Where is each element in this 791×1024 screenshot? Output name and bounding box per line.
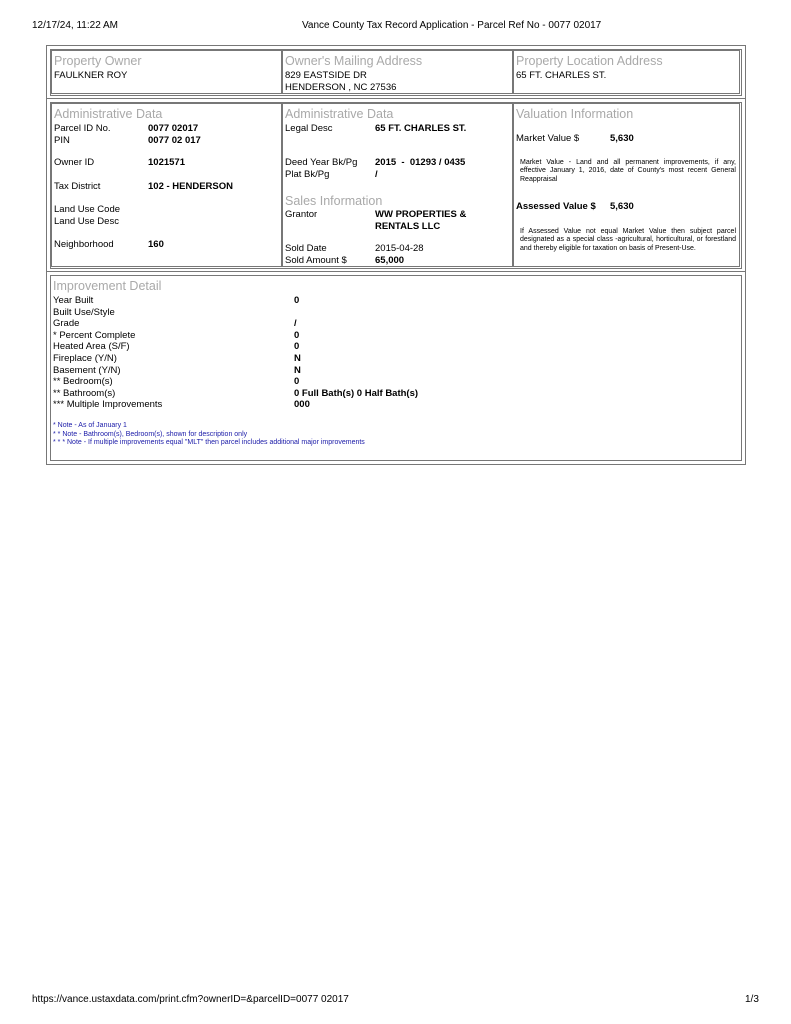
- tax-district-value: 102 - HENDERSON: [148, 181, 233, 192]
- valuation-title: Valuation Information: [516, 107, 634, 121]
- improvement-label: Heated Area (S/F): [53, 341, 130, 353]
- grantor-line1: WW PROPERTIES &: [375, 209, 467, 220]
- improvement-note: * Note - As of January 1: [53, 422, 127, 429]
- improvement-value: 0 Full Bath(s) 0 Half Bath(s): [294, 387, 419, 399]
- pin-value: 0077 02 017: [148, 135, 201, 146]
- mailing-address-cell: [282, 50, 513, 94]
- mailing-address-title: Owner's Mailing Address: [285, 54, 423, 68]
- improvement-detail-title: Improvement Detail: [53, 279, 162, 293]
- parcel-id-value: 0077 02017: [148, 123, 199, 134]
- location-address-title: Property Location Address: [516, 54, 663, 68]
- improvement-value: N: [294, 353, 301, 364]
- administrative-data-title-2: Administrative Data: [285, 107, 394, 121]
- mailing-line2: HENDERSON , NC 27536: [285, 82, 397, 93]
- owner-id-label: Owner ID: [54, 157, 95, 168]
- grantor-line2: RENTALS LLC: [375, 221, 441, 232]
- land-use-desc-label: Land Use Desc: [54, 216, 119, 227]
- market-value-note: Market Value - Land and all permanent improvements, if any, effective January 1, 2016, date of County's most recent General Reappraisal: [520, 159, 736, 183]
- pin-label: PIN: [54, 135, 70, 146]
- improvement-value: 000: [294, 399, 310, 411]
- improvement-label: ** Bathroom(s): [53, 387, 116, 399]
- admin-section: [46, 98, 746, 273]
- improvement-value: /: [294, 318, 297, 330]
- owner-section: [46, 45, 746, 100]
- owner-name: FAULKNER ROY: [54, 70, 128, 81]
- plat-label: Plat Bk/Pg: [285, 169, 330, 180]
- neighborhood-value: 160: [148, 239, 164, 250]
- sales-information-title: Sales Information: [285, 194, 383, 208]
- plat-value: /: [375, 169, 378, 180]
- administrative-data-title-1: Administrative Data: [54, 107, 163, 121]
- improvement-label: Built Use/Style: [53, 306, 115, 318]
- improvement-label: *** Multiple Improvements: [53, 399, 163, 411]
- sold-amount-label: Sold Amount $: [285, 255, 347, 266]
- assessed-value: 5,630: [610, 201, 634, 212]
- print-title: Vance County Tax Record Application - Parcel Ref No - 0077 02017: [302, 20, 602, 31]
- improvement-value: 0: [294, 295, 300, 306]
- tax-district-label: Tax District: [54, 181, 101, 192]
- property-owner-title: Property Owner: [54, 54, 142, 68]
- print-datetime: 12/17/24, 11:22 AM: [32, 20, 118, 31]
- improvement-value: 0: [294, 341, 300, 353]
- location-address-cell: [513, 50, 740, 94]
- market-value: 5,630: [610, 133, 634, 144]
- improvement-section: [46, 271, 746, 465]
- legal-desc-value: 65 FT. CHARLES ST.: [375, 123, 467, 134]
- improvement-label: Year Built: [53, 295, 94, 306]
- legal-desc-label: Legal Desc: [285, 123, 333, 134]
- improvement-value: 0: [294, 376, 300, 388]
- location-address: 65 FT. CHARLES ST.: [516, 70, 607, 81]
- improvement-label: * Percent Complete: [53, 329, 136, 341]
- grantor-label: Grantor: [285, 209, 318, 220]
- land-use-code-label: Land Use Code: [54, 204, 121, 215]
- administrative-data-cell-1: [51, 103, 282, 267]
- page-number: 1/3: [745, 994, 759, 1005]
- improvement-label: Basement (Y/N): [53, 364, 121, 376]
- assessed-value-note: If Assessed Value not equal Market Value then subject parcel designated as a special class -agricultural, horticultural, or forestland and thereby eligible for taxation on basis of Present-Use.: [520, 228, 736, 252]
- owner-id-value: 1021571: [148, 157, 185, 168]
- mailing-line1: 829 EASTSIDE DR: [285, 70, 367, 81]
- valuation-cell: [513, 103, 740, 267]
- sold-date-value: 2015-04-28: [375, 243, 424, 254]
- neighborhood-label: Neighborhood: [54, 239, 114, 250]
- sold-date-label: Sold Date: [285, 243, 327, 254]
- improvement-label: Grade: [53, 318, 80, 330]
- sold-amount-value: 65,000: [375, 255, 405, 266]
- parcel-id-label: Parcel ID No.: [54, 123, 111, 134]
- print-url: https://vance.ustaxdata.com/print.cfm?ownerID=&parcelID=0077 02017: [32, 994, 349, 1005]
- market-value-label: Market Value $: [516, 133, 580, 144]
- improvement-label: ** Bedroom(s): [53, 376, 113, 388]
- deed-value: 2015 - 01293 / 0435: [375, 157, 466, 168]
- improvement-note: * * * Note - If multiple improvements equal "MLT" then parcel includes additional major improvements: [53, 439, 365, 446]
- administrative-data-cell-2: [282, 103, 513, 267]
- assessed-value-label: Assessed Value $: [516, 201, 596, 212]
- improvement-value: 0: [294, 329, 300, 341]
- improvement-note: * * Note - Bathroom(s), Bedroom(s), shown for description only: [53, 430, 248, 438]
- improvement-label: Fireplace (Y/N): [53, 353, 117, 364]
- property-owner-cell: [51, 50, 282, 94]
- deed-label: Deed Year Bk/Pg: [285, 157, 358, 168]
- improvement-value: N: [294, 364, 301, 376]
